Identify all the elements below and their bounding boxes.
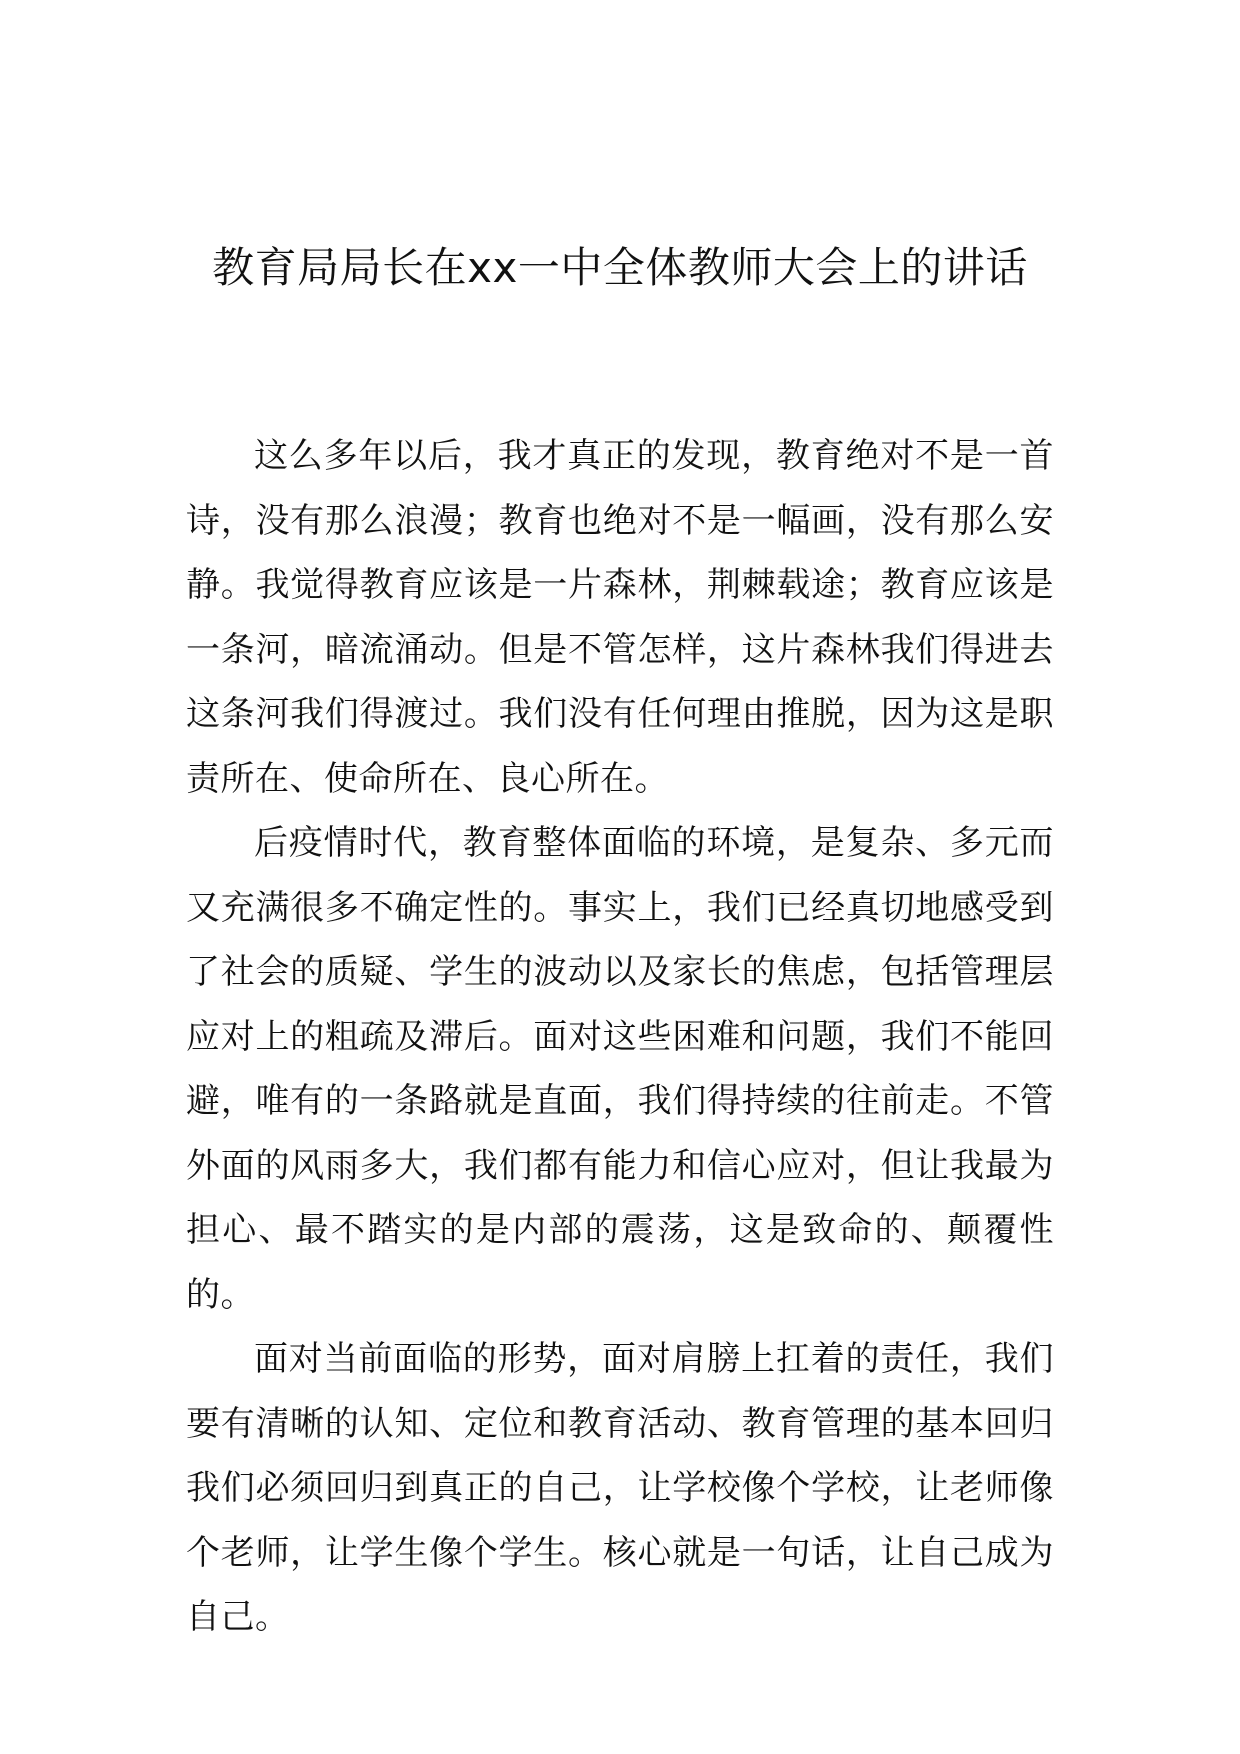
paragraph-1: 这么多年以后，我才真正的发现，教育绝对不是一首诗，没有那么浪漫；教育也绝对不是一幅画，没有那么安静。我觉得教育应该是一片森林，荆棘载途；教育应该是一条河，暗流涌动。但是不管怎样，这片森林我们得进去这条河我们得渡过。我们没有任何理由推脱，因为这是职责所在、使命所在、良心所在。	[186, 436, 1054, 799]
document-title: 教育局局长在xx一中全体教师大会上的讲话	[212, 243, 1028, 292]
paragraph-3: 面对当前面临的形势，面对肩膀上扛着的责任，我们要有清晰的认知、定位和教育活动、教育管理的基本回归我们必须回归到真正的自己，让学校像个学校，让老师像个老师，让学生像个学生。核心就是一句话，让自己成为自己。	[186, 1339, 1054, 1637]
document-body	[186, 424, 1054, 1650]
paragraph-2: 后疫情时代，教育整体面临的环境，是复杂、多元而又充满很多不确定性的。事实上，我们已经真切地感受到了社会的质疑、学生的波动以及家长的焦虑，包括管理层应对上的粗疏及滞后。面对这些困难和问题，我们不能回避，唯有的一条路就是直面，我们得持续的往前走。不管外面的风雨多大，我们都有能力和信心应对，但让我最为担心、最不踏实的是内部的震荡，这是致命的、颠覆性的。	[186, 823, 1054, 1315]
